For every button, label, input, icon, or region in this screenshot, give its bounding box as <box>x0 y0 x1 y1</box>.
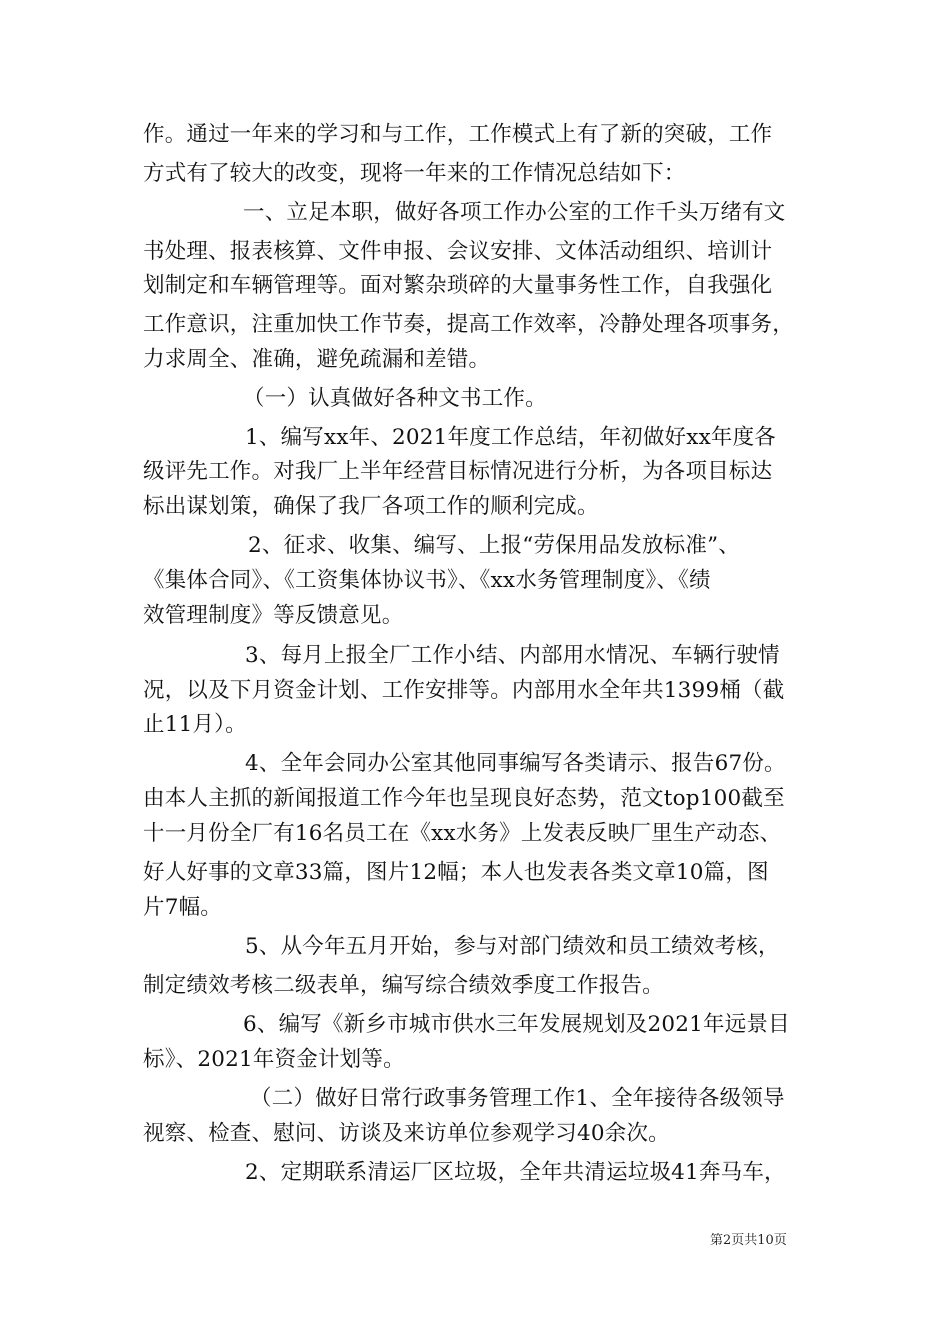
text-line: 工作意识，注重加快工作节奏，提高工作效率，冷静处理各项事务， <box>143 312 795 337</box>
text-line: 4、全年会同办公室其他同事编写各类请示、报告67份。 <box>245 751 786 776</box>
text-line: 标》、2021年资金计划等。 <box>143 1047 405 1072</box>
text-line: 3、每月上报全厂工作小结、内部用水情况、车辆行驶情 <box>245 643 780 668</box>
text-line: 止11月）。 <box>143 712 247 737</box>
text-line: 划制定和车辆管理等。面对繁杂琐碎的大量事务性工作，自我强化 <box>143 273 773 298</box>
text-line: 2、定期联系清运厂区垃圾，全年共清运垃圾41奔马车， <box>245 1160 786 1185</box>
text-line: 制定绩效考核二级表单，编写综合绩效季度工作报告。 <box>143 973 664 998</box>
text-line: 书处理、报表核算、文件申报、会议安排、文体活动组织、培训计 <box>143 239 773 264</box>
text-line: 一、立足本职，做好各项工作办公室的工作千头万绪有文 <box>243 200 786 225</box>
text-line: 十一月份全厂有16名员工在《xx水务》上发表反映厂里生产动态、 <box>143 821 782 846</box>
text-line: 力求周全、准确，避免疏漏和差错。 <box>143 347 491 372</box>
text-line: 1、编写xx年、2021年度工作总结，年初做好xx年度各 <box>245 425 776 450</box>
text-line: 级评先工作。对我厂上半年经营目标情况进行分析，为各项目标达 <box>143 459 773 484</box>
page-number: 第2页共10页 <box>710 1233 787 1248</box>
text-line: 方式有了较大的改变，现将一年来的工作情况总结如下： <box>143 161 686 186</box>
text-line: （一）认真做好各种文书工作。 <box>243 386 547 411</box>
text-line: 视察、检查、慰问、访谈及来访单位参观学习40余次。 <box>143 1121 670 1146</box>
text-line: 片7幅。 <box>143 895 222 920</box>
text-line: （二）做好日常行政事务管理工作1、全年接待各级领导 <box>250 1086 785 1111</box>
text-line: 好人好事的文章33篇，图片12幅；本人也发表各类文章10篇，图 <box>143 860 769 885</box>
text-line: 作。通过一年来的学习和与工作，工作模式上有了新的突破，工作 <box>143 122 773 147</box>
text-line: 况，以及下月资金计划、工作安排等。内部用水全年共1399桶（截 <box>143 678 785 703</box>
text-line: 6、编写《新乡市城市供水三年发展规划及2021年远景目 <box>243 1012 790 1037</box>
text-line: 5、从今年五月开始，参与对部门绩效和员工绩效考核， <box>245 934 780 959</box>
text-line: 效管理制度》等反馈意见。 <box>143 603 404 628</box>
text-line: 《集体合同》、《工资集体协议书》、《xx水务管理制度》、《绩 <box>143 568 711 593</box>
text-line: 2、征求、收集、编写、上报“劳保用品发放标准”、 <box>248 533 740 558</box>
text-line: 由本人主抓的新闻报道工作今年也呈现良好态势，范文top100截至 <box>143 786 785 811</box>
text-line: 标出谋划策，确保了我厂各项工作的顺利完成。 <box>143 494 599 519</box>
